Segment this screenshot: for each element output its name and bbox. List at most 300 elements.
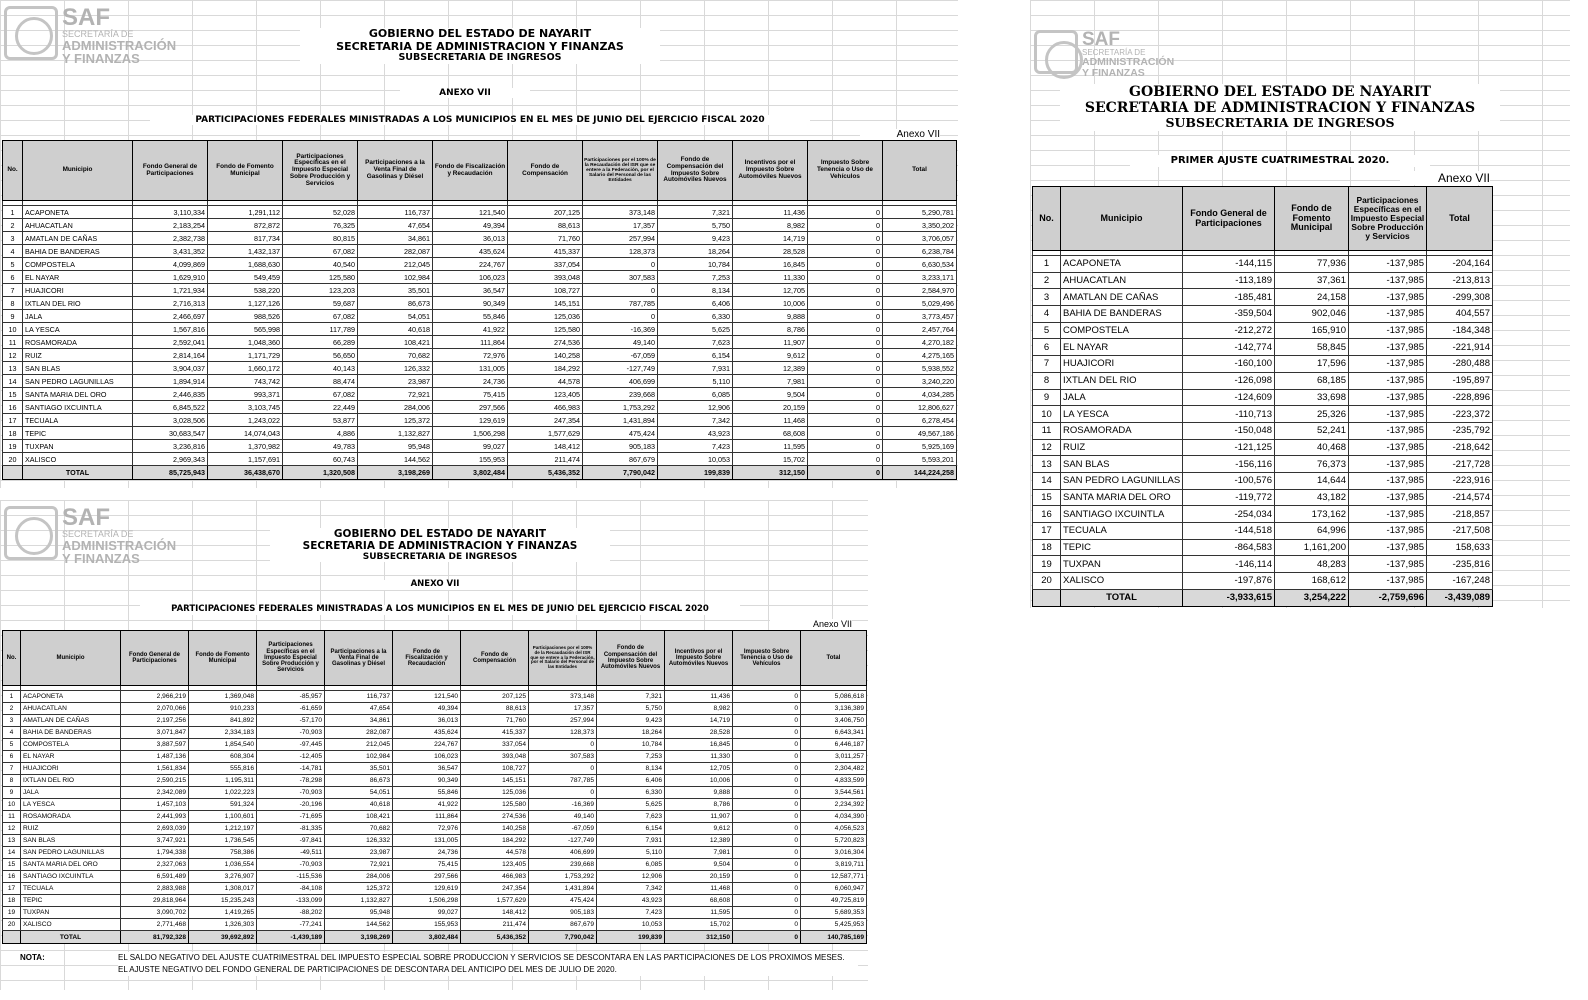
- table-row: [3, 232, 957, 245]
- total-value: 199,839: [658, 466, 733, 480]
- logo-line-1: SECRETARÍA DE: [62, 529, 134, 539]
- municipio-name: TECUALA: [21, 883, 121, 895]
- value-cell: 1,100,601: [189, 811, 257, 823]
- column-header: Incentivos por el Impuesto Sobre Automóviles Nuevos: [665, 631, 733, 686]
- value-cell: -137,985: [1349, 556, 1427, 573]
- value-cell: 2,883,988: [121, 883, 189, 895]
- document-header: [1060, 84, 1500, 131]
- value-cell: 28,528: [665, 727, 733, 739]
- value-cell: 129,619: [433, 414, 508, 427]
- value-cell: 0: [733, 799, 801, 811]
- value-cell: -113,189: [1183, 272, 1275, 289]
- value-cell: 555,816: [189, 763, 257, 775]
- value-cell: -110,713: [1183, 406, 1275, 423]
- value-cell: 126,332: [358, 362, 433, 375]
- value-cell: 28,528: [733, 245, 808, 258]
- municipio-name: RUIZ: [1061, 439, 1183, 456]
- value-cell: 49,394: [433, 219, 508, 232]
- table-row: [1033, 556, 1493, 573]
- municipio-name: EL NAYAR: [23, 271, 133, 284]
- value-cell: 165,910: [1275, 322, 1349, 339]
- table-row: [1033, 256, 1493, 273]
- value-cell: 817,734: [208, 232, 283, 245]
- value-cell: 49,140: [583, 336, 658, 349]
- value-cell: 76,373: [1275, 456, 1349, 473]
- table-row: [3, 219, 957, 232]
- row-number: 20: [3, 453, 23, 466]
- row-number: 4: [1033, 306, 1061, 323]
- total-spacer: [1033, 589, 1061, 606]
- anexo-title: ANEXO VII: [400, 88, 530, 98]
- value-cell: 4,034,390: [801, 811, 867, 823]
- value-cell: 131,005: [393, 835, 461, 847]
- row-number: 16: [1033, 506, 1061, 523]
- value-cell: -185,481: [1183, 289, 1275, 306]
- value-cell: 1,419,265: [189, 907, 257, 919]
- value-cell: -137,985: [1349, 506, 1427, 523]
- value-cell: 12,587,771: [801, 871, 867, 883]
- value-cell: 68,608: [733, 427, 808, 440]
- value-cell: 4,270,182: [883, 336, 957, 349]
- column-header: Participaciones Específicas en el Impuesto Especial Sobre Producción y Servicios: [1349, 187, 1427, 251]
- total-value: 3,254,222: [1275, 589, 1349, 606]
- note-line-1: EL SALDO NEGATIVO DEL AJUSTE CUATRIMESTRAL DEL IMPUESTO ESPECIAL SOBRE PRODUCCION Y SERVICIOS SE DESCONTARA EN LAS PARTICIPACIONES DE LOS PROXIMOS MESES.: [118, 953, 845, 962]
- municipio-name: IXTLAN DEL RIO: [23, 297, 133, 310]
- value-cell: 6,154: [658, 349, 733, 362]
- value-cell: 0: [733, 787, 801, 799]
- municipio-name: SAN BLAS: [23, 362, 133, 375]
- value-cell: 5,750: [658, 219, 733, 232]
- column-header: Fondo de Compensación: [461, 631, 529, 686]
- municipio-name: AMATLAN DE CAÑAS: [21, 715, 121, 727]
- column-header: Fondo de Fomento Municipal: [208, 141, 283, 201]
- value-cell: 2,234,392: [801, 799, 867, 811]
- value-cell: 4,886: [283, 427, 358, 440]
- value-cell: 0: [808, 336, 883, 349]
- row-number: 11: [3, 336, 23, 349]
- value-cell: 3,773,457: [883, 310, 957, 323]
- value-cell: 64,996: [1275, 523, 1349, 540]
- state-seal-icon: [4, 6, 58, 60]
- value-cell: 373,148: [583, 206, 658, 219]
- value-cell: 1,171,729: [208, 349, 283, 362]
- value-cell: 108,421: [358, 336, 433, 349]
- value-cell: 3,240,220: [883, 375, 957, 388]
- header-line-1: GOBIERNO DEL ESTADO DE NAYARIT: [368, 27, 592, 40]
- value-cell: 5,925,169: [883, 440, 957, 453]
- value-cell: 16,845: [733, 258, 808, 271]
- value-cell: 2,969,343: [133, 453, 208, 466]
- value-cell: 466,983: [508, 401, 583, 414]
- value-cell: 4,833,599: [801, 775, 867, 787]
- value-cell: 8,786: [665, 799, 733, 811]
- value-cell: 15,702: [665, 919, 733, 931]
- value-cell: 1,243,022: [208, 414, 283, 427]
- row-number: 7: [3, 763, 21, 775]
- value-cell: 70,682: [325, 823, 393, 835]
- value-cell: 11,595: [665, 907, 733, 919]
- column-header: Fondo de Fomento Municipal: [189, 631, 257, 686]
- municipio-name: SAN PEDRO LAGUNILLAS: [1061, 472, 1183, 489]
- value-cell: 3,819,711: [801, 859, 867, 871]
- value-cell: 6,406: [597, 775, 665, 787]
- value-cell: 34,861: [358, 232, 433, 245]
- municipio-name: ROSAMORADA: [23, 336, 133, 349]
- value-cell: -78,298: [257, 775, 325, 787]
- row-number: 15: [3, 388, 23, 401]
- value-cell: -61,659: [257, 703, 325, 715]
- value-cell: 80,815: [283, 232, 358, 245]
- row-number: 13: [1033, 456, 1061, 473]
- value-cell: 211,474: [508, 453, 583, 466]
- value-cell: 2,590,215: [121, 775, 189, 787]
- column-header: Municipio: [21, 631, 121, 686]
- value-cell: 125,372: [358, 414, 433, 427]
- value-cell: 121,540: [433, 206, 508, 219]
- value-cell: 71,760: [461, 715, 529, 727]
- column-header: Fondo de Fiscalización y Recaudación: [433, 141, 508, 201]
- value-cell: 12,906: [597, 871, 665, 883]
- row-number: 18: [3, 895, 21, 907]
- sheet-junio-ajustado: [0, 500, 868, 990]
- row-number: 17: [1033, 523, 1061, 540]
- value-cell: 22,449: [283, 401, 358, 414]
- column-header: No.: [3, 141, 23, 201]
- column-header: No.: [3, 631, 21, 686]
- value-cell: -197,876: [1183, 573, 1275, 590]
- value-cell: 0: [808, 206, 883, 219]
- value-cell: 3,071,847: [121, 727, 189, 739]
- row-number: 10: [3, 323, 23, 336]
- value-cell: 86,673: [358, 297, 433, 310]
- value-cell: 2,457,764: [883, 323, 957, 336]
- row-number: 7: [1033, 356, 1061, 373]
- value-cell: 129,619: [393, 883, 461, 895]
- value-cell: 3,904,037: [133, 362, 208, 375]
- value-cell: 3,706,057: [883, 232, 957, 245]
- value-cell: 67,082: [283, 388, 358, 401]
- value-cell: 591,324: [189, 799, 257, 811]
- value-cell: -20,196: [257, 799, 325, 811]
- value-cell: 111,864: [433, 336, 508, 349]
- table-row: [3, 284, 957, 297]
- value-cell: 0: [733, 751, 801, 763]
- municipio-name: AHUACATLAN: [1061, 272, 1183, 289]
- value-cell: 2,716,313: [133, 297, 208, 310]
- value-cell: 14,719: [733, 232, 808, 245]
- row-number: 1: [3, 206, 23, 219]
- value-cell: 125,036: [508, 310, 583, 323]
- table-row: [3, 775, 867, 787]
- value-cell: 6,406: [658, 297, 733, 310]
- row-number: 12: [3, 823, 21, 835]
- value-cell: 7,342: [658, 414, 733, 427]
- total-value: -3,439,089: [1427, 589, 1493, 606]
- municipio-name: IXTLAN DEL RIO: [21, 775, 121, 787]
- table-row: [3, 297, 957, 310]
- total-value: 5,436,352: [461, 931, 529, 944]
- column-header: Municipio: [23, 141, 133, 201]
- participaciones-table: [2, 140, 957, 480]
- logo-saf-text: SAF: [62, 504, 110, 531]
- value-cell: 4,034,285: [883, 388, 957, 401]
- value-cell: -150,048: [1183, 422, 1275, 439]
- value-cell: 0: [808, 349, 883, 362]
- value-cell: 140,258: [461, 823, 529, 835]
- value-cell: 108,727: [461, 763, 529, 775]
- value-cell: 0: [808, 297, 883, 310]
- value-cell: 68,185: [1275, 372, 1349, 389]
- value-cell: -160,100: [1183, 356, 1275, 373]
- column-header: Fondo General de Participaciones: [133, 141, 208, 201]
- value-cell: 41,922: [393, 799, 461, 811]
- table-row: [1033, 406, 1493, 423]
- total-spacer: [3, 466, 23, 480]
- table-row: [3, 258, 957, 271]
- value-cell: -204,164: [1427, 256, 1493, 273]
- value-cell: 145,151: [461, 775, 529, 787]
- anexo-label: Anexo VII: [860, 129, 940, 140]
- value-cell: 88,613: [508, 219, 583, 232]
- value-cell: 148,412: [508, 440, 583, 453]
- value-cell: -137,985: [1349, 306, 1427, 323]
- total-value: -1,439,189: [257, 931, 325, 944]
- document-header: [300, 28, 660, 64]
- row-number: 6: [3, 271, 23, 284]
- value-cell: 284,006: [358, 401, 433, 414]
- value-cell: 6,278,454: [883, 414, 957, 427]
- municipio-name: SANTIAGO IXCUINTLA: [23, 401, 133, 414]
- value-cell: 905,183: [583, 440, 658, 453]
- total-value: 312,150: [733, 466, 808, 480]
- value-cell: 40,540: [283, 258, 358, 271]
- value-cell: -121,125: [1183, 439, 1275, 456]
- value-cell: 35,501: [325, 763, 393, 775]
- value-cell: 12,705: [733, 284, 808, 297]
- municipio-name: TUXPAN: [23, 440, 133, 453]
- value-cell: 10,053: [597, 919, 665, 931]
- sheet-junio: [0, 0, 958, 488]
- value-cell: 7,423: [658, 440, 733, 453]
- row-number: 5: [3, 739, 21, 751]
- row-number: 1: [3, 691, 21, 703]
- value-cell: 0: [808, 284, 883, 297]
- municipio-name: JALA: [21, 787, 121, 799]
- value-cell: 123,203: [283, 284, 358, 297]
- value-cell: 608,304: [189, 751, 257, 763]
- table-row: [3, 440, 957, 453]
- row-number: 3: [1033, 289, 1061, 306]
- anexo-label: Anexo VII: [1400, 171, 1490, 185]
- value-cell: -235,792: [1427, 422, 1493, 439]
- value-cell: 40,618: [358, 323, 433, 336]
- value-cell: -223,372: [1427, 406, 1493, 423]
- municipio-name: SAN PEDRO LAGUNILLAS: [23, 375, 133, 388]
- value-cell: 49,783: [283, 440, 358, 453]
- table-row: [3, 427, 957, 440]
- total-label: TOTAL: [21, 931, 121, 944]
- municipio-name: SANTA MARIA DEL ORO: [23, 388, 133, 401]
- header-row: [3, 631, 867, 686]
- anexo-label: Anexo VII: [770, 619, 852, 629]
- municipio-name: TECUALA: [23, 414, 133, 427]
- value-cell: 36,547: [393, 763, 461, 775]
- value-cell: 18,264: [597, 727, 665, 739]
- value-cell: 88,613: [461, 703, 529, 715]
- value-cell: -254,034: [1183, 506, 1275, 523]
- municipio-name: SANTIAGO IXCUINTLA: [21, 871, 121, 883]
- row-number: 1: [1033, 256, 1061, 273]
- value-cell: 17,357: [583, 219, 658, 232]
- value-cell: 393,048: [461, 751, 529, 763]
- value-cell: -137,985: [1349, 456, 1427, 473]
- value-cell: 0: [808, 375, 883, 388]
- value-cell: 3,011,257: [801, 751, 867, 763]
- table-row: [1033, 372, 1493, 389]
- municipio-name: TUXPAN: [1061, 556, 1183, 573]
- table-row: [3, 739, 867, 751]
- value-cell: 125,372: [325, 883, 393, 895]
- value-cell: 297,566: [393, 871, 461, 883]
- value-cell: 6,060,947: [801, 883, 867, 895]
- municipio-name: AMATLAN DE CAÑAS: [23, 232, 133, 245]
- notes-text: [118, 952, 858, 976]
- value-cell: -167,248: [1427, 573, 1493, 590]
- value-cell: 1,660,172: [208, 362, 283, 375]
- value-cell: 284,006: [325, 871, 393, 883]
- value-cell: 11,468: [665, 883, 733, 895]
- value-cell: 0: [733, 919, 801, 931]
- table-row: [3, 310, 957, 323]
- municipio-name: SAN BLAS: [1061, 456, 1183, 473]
- value-cell: 4,056,523: [801, 823, 867, 835]
- value-cell: 6,330: [597, 787, 665, 799]
- value-cell: -218,857: [1427, 506, 1493, 523]
- value-cell: 0: [808, 310, 883, 323]
- value-cell: -864,583: [1183, 539, 1275, 556]
- row-number: 6: [1033, 339, 1061, 356]
- value-cell: 841,892: [189, 715, 257, 727]
- value-cell: 148,412: [461, 907, 529, 919]
- row-number: 18: [1033, 539, 1061, 556]
- municipio-name: LA YESCA: [21, 799, 121, 811]
- value-cell: 14,644: [1275, 472, 1349, 489]
- column-header: Participaciones por el 100% de la Recaudación del ISR que se entere a la Federación, por el Salario del Personal de las Entidades: [529, 631, 597, 686]
- value-cell: -137,985: [1349, 389, 1427, 406]
- participaciones-ajustadas-table: [2, 630, 867, 944]
- value-cell: 565,998: [208, 323, 283, 336]
- row-number: 10: [3, 799, 21, 811]
- value-cell: -16,369: [529, 799, 597, 811]
- value-cell: 126,332: [325, 835, 393, 847]
- row-number: 14: [3, 375, 23, 388]
- value-cell: -146,114: [1183, 556, 1275, 573]
- value-cell: 6,085: [597, 859, 665, 871]
- total-value: 3,802,484: [393, 931, 461, 944]
- municipio-name: HUAJICORI: [21, 763, 121, 775]
- value-cell: 47,654: [358, 219, 433, 232]
- value-cell: 1,721,934: [133, 284, 208, 297]
- row-number: 13: [3, 362, 23, 375]
- value-cell: 307,583: [583, 271, 658, 284]
- value-cell: -137,985: [1349, 472, 1427, 489]
- value-cell: 1,794,338: [121, 847, 189, 859]
- value-cell: 0: [733, 883, 801, 895]
- value-cell: 867,679: [529, 919, 597, 931]
- row-number: 8: [1033, 372, 1061, 389]
- value-cell: -217,508: [1427, 523, 1493, 540]
- value-cell: 247,354: [508, 414, 583, 427]
- municipio-name: JALA: [23, 310, 133, 323]
- total-label: TOTAL: [23, 466, 133, 480]
- table-row: [1033, 489, 1493, 506]
- municipio-name: EL NAYAR: [21, 751, 121, 763]
- value-cell: -195,897: [1427, 372, 1493, 389]
- value-cell: -100,576: [1183, 472, 1275, 489]
- value-cell: -12,405: [257, 751, 325, 763]
- municipio-name: SAN PEDRO LAGUNILLAS: [21, 847, 121, 859]
- municipio-name: ACAPONETA: [1061, 256, 1183, 273]
- header-row: [3, 141, 957, 201]
- table-row: [1033, 389, 1493, 406]
- value-cell: 3,103,745: [208, 401, 283, 414]
- value-cell: 2,814,164: [133, 349, 208, 362]
- value-cell: -137,985: [1349, 272, 1427, 289]
- value-cell: 5,029,496: [883, 297, 957, 310]
- municipio-name: XALISCO: [23, 453, 133, 466]
- value-cell: 0: [733, 715, 801, 727]
- table-row: [3, 811, 867, 823]
- value-cell: 11,436: [733, 206, 808, 219]
- table-row: [3, 336, 957, 349]
- column-header: Impuesto Sobre Tenencia o Uso de Vehículos: [733, 631, 801, 686]
- table-row: [3, 847, 867, 859]
- value-cell: -144,518: [1183, 523, 1275, 540]
- logo-line-3: Y FINANZAS: [1082, 66, 1145, 79]
- value-cell: 4,099,869: [133, 258, 208, 271]
- value-cell: 0: [733, 859, 801, 871]
- row-number: 8: [3, 297, 23, 310]
- value-cell: 0: [733, 775, 801, 787]
- value-cell: 77,936: [1275, 256, 1349, 273]
- municipio-name: AMATLAN DE CAÑAS: [1061, 289, 1183, 306]
- value-cell: 8,134: [658, 284, 733, 297]
- value-cell: 2,183,254: [133, 219, 208, 232]
- value-cell: 5,689,353: [801, 907, 867, 919]
- value-cell: 11,330: [665, 751, 733, 763]
- value-cell: 1,157,691: [208, 453, 283, 466]
- table-row: [3, 362, 957, 375]
- value-cell: 1,577,629: [508, 427, 583, 440]
- value-cell: 72,976: [433, 349, 508, 362]
- municipio-name: SAN BLAS: [21, 835, 121, 847]
- value-cell: 158,633: [1427, 539, 1493, 556]
- value-cell: 9,504: [733, 388, 808, 401]
- value-cell: 1,753,292: [583, 401, 658, 414]
- value-cell: 3,233,171: [883, 271, 957, 284]
- value-cell: 12,806,627: [883, 401, 957, 414]
- total-value: 7,790,042: [529, 931, 597, 944]
- row-number: 18: [3, 427, 23, 440]
- value-cell: -280,488: [1427, 356, 1493, 373]
- total-row: [3, 466, 957, 480]
- value-cell: 2,693,039: [121, 823, 189, 835]
- value-cell: 184,292: [508, 362, 583, 375]
- value-cell: 2,334,183: [189, 727, 257, 739]
- logo-line-2: ADMINISTRACIÓN: [62, 538, 177, 553]
- table-row: [3, 245, 957, 258]
- row-number: 2: [3, 219, 23, 232]
